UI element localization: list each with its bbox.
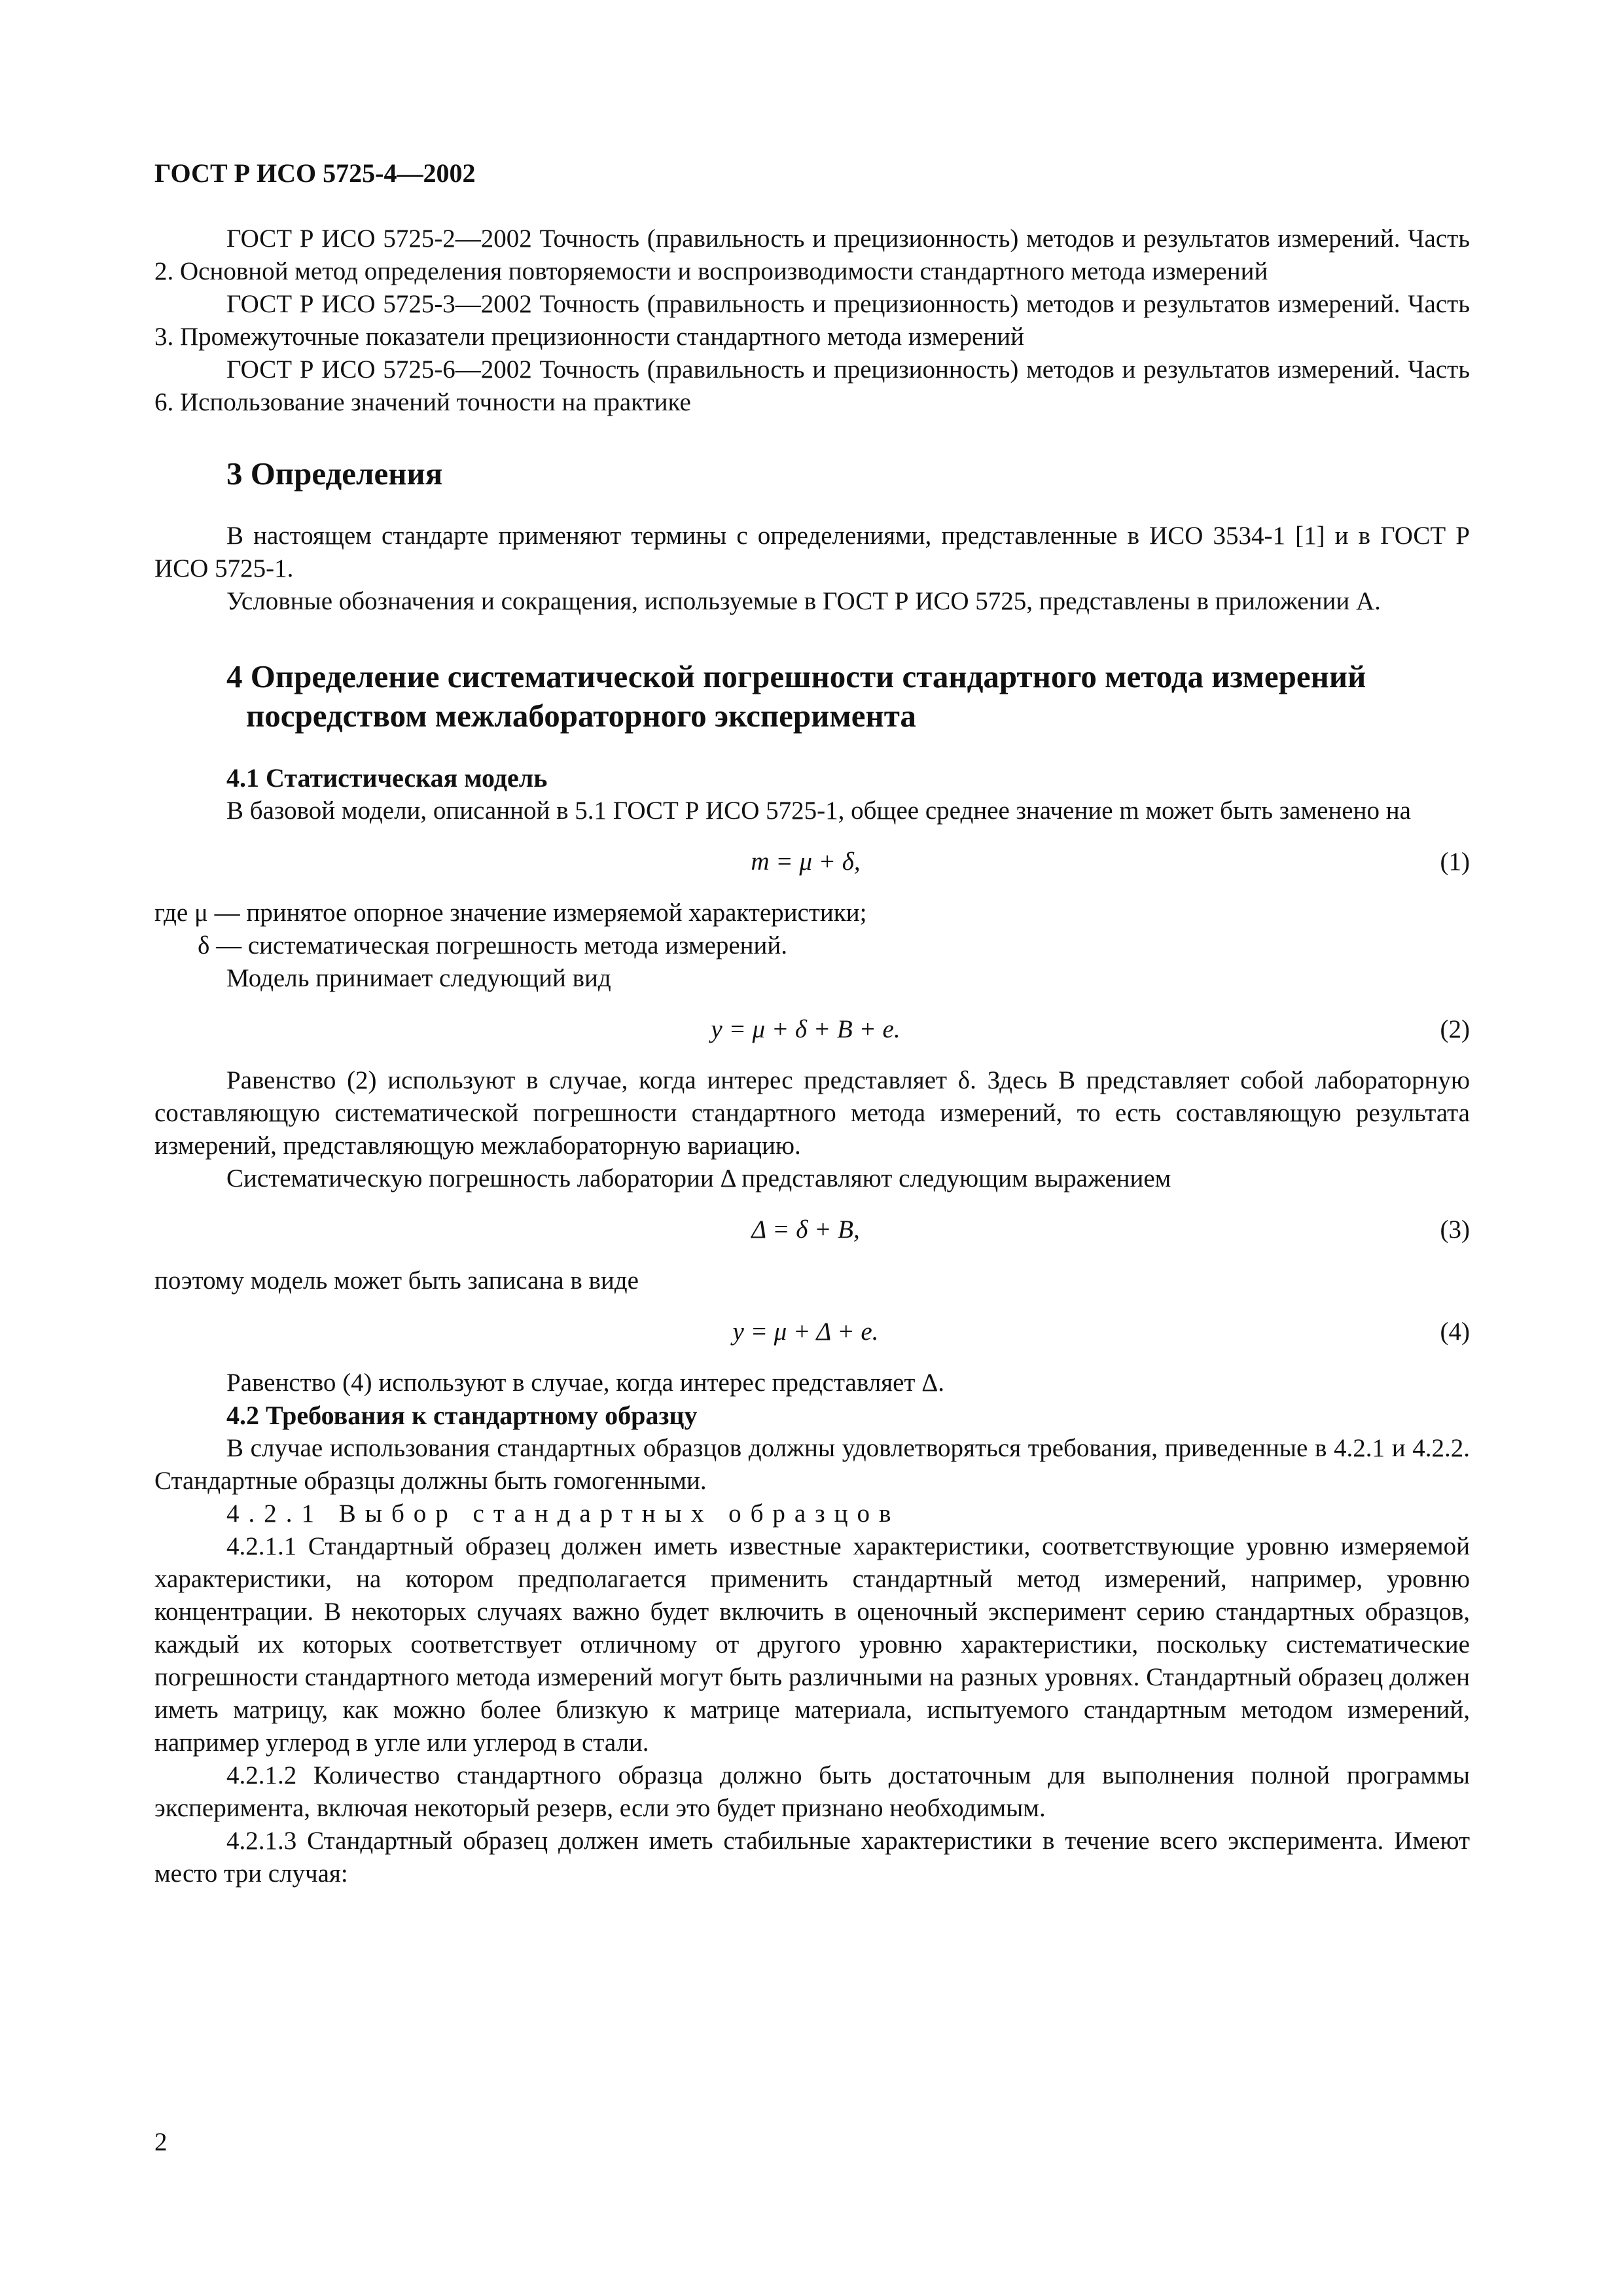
paragraph: 4.2.1.1 Стандартный образец должен иметь известные характеристики, соответствующие уровню измеряемой характеристики, на котором предполагается применить стандартный метод измерений, например, уровню концентрации. В некоторых случаях важно будет включить в оценочный эксперимент серию стандартных образцов, каждый их которых соответствует отличному от другого уровню характеристики, поскольку систематические погрешности стандартного метода измерений могут быть различными на разных уровнях. Стандартный образец должен иметь матрицу, как можно более близкую к матрице материала, испытуемого стандартным методом измерений, например углерод в угле или углерод в стали.: [154, 1532, 1470, 1757]
document-header: ГОСТ Р ИСО 5725-4—2002: [154, 158, 476, 188]
equation-1: [154, 846, 1470, 878]
equation-number: (1): [1440, 848, 1470, 876]
reference-item: ГОСТ Р ИСО 5725-6—2002 Точность (правильность и прецизионность) методов и результатов измерений. Часть 6. Использование значений точности на практике: [154, 355, 1470, 416]
where-line: где μ — принятое опорное значение измеряемой характеристики;: [154, 899, 867, 927]
paragraph: Условные обозначения и сокращения, используемые в ГОСТ Р ИСО 5725, представлены в приложении А.: [226, 587, 1381, 615]
section-3-title: 3 Определения: [226, 456, 443, 492]
equation-formula: y = μ + Δ + e.: [732, 1318, 879, 1346]
paragraph: В базовой модели, описанной в 5.1 ГОСТ Р ИСО 5725-1, общее среднее значение m может быть заменено на: [226, 797, 1411, 825]
paragraph: 4.2.1.2 Количество стандартного образца должно быть достаточным для выполнения полной программы эксперимента, включая некоторый резерв, если это будет признано необходимым.: [154, 1761, 1470, 1822]
equation-number: (4): [1440, 1318, 1470, 1346]
subsection-4-1-title: 4.1 Статистическая модель: [226, 763, 548, 793]
reference-item: ГОСТ Р ИСО 5725-2—2002 Точность (правильность и прецизионность) методов и результатов измерений. Часть 2. Основной метод определения повторяемости и воспроизводимости стандартного метода измерений: [154, 224, 1470, 285]
document-page: [154, 157, 1470, 1890]
subsection-4-2-1-title: 4.2.1 Выбор стандартных образцов: [226, 1499, 901, 1528]
equation-number: (2): [1440, 1015, 1470, 1043]
equation-formula: m = μ + δ,: [751, 848, 861, 876]
equation-2: [154, 1013, 1470, 1046]
equation-formula: y = μ + δ + B + e.: [711, 1015, 901, 1043]
equation-4: [154, 1316, 1470, 1348]
page-number: 2: [154, 2128, 168, 2156]
paragraph: поэтому модель может быть записана в виде: [154, 1266, 639, 1295]
equation-formula: Δ = δ + B,: [751, 1215, 860, 1244]
section-4-title-line2: посредством межлабораторного эксперимента: [246, 698, 916, 734]
paragraph: В случае использования стандартных образцов должны удовлетворяться требования, приведенные в 4.2.1 и 4.2.2. Стандартные образцы должны быть гомогенными.: [154, 1434, 1470, 1495]
paragraph: В настоящем стандарте применяют термины с определениями, представленные в ИСО 3534-1 [1] и в ГОСТ Р ИСО 5725-1.: [154, 522, 1470, 583]
section-4-title: [226, 657, 1470, 736]
reference-item: ГОСТ Р ИСО 5725-3—2002 Точность (правильность и прецизионность) методов и результатов измерений. Часть 3. Промежуточные показатели прецизионности стандартного метода измерений: [154, 290, 1470, 351]
equation-number: (3): [1440, 1215, 1470, 1244]
paragraph: Систематическую погрешность лаборатории Δ представляют следующим выражением: [226, 1164, 1171, 1193]
paragraph: 4.2.1.3 Стандартный образец должен иметь стабильные характеристики в течение всего эксперимента. Имеют место три случая:: [154, 1827, 1470, 1888]
paragraph: Равенство (2) используют в случае, когда интерес представляет δ. Здесь B представляет собой лабораторную составляющую систематической погрешности стандартного метода измерений, то есть составляющую результата измерений, представляющую межлабораторную вариацию.: [154, 1066, 1470, 1160]
paragraph: Модель принимает следующий вид: [226, 964, 611, 992]
section-4-title-line1: 4 Определение систематической погрешности стандартного метода измерений: [226, 658, 1366, 694]
subsection-4-2-title: 4.2 Требования к стандартному образцу: [226, 1401, 698, 1430]
equation-3: [154, 1213, 1470, 1246]
where-line: δ — систематическая погрешность метода измерений.: [198, 931, 788, 960]
paragraph: Равенство (4) используют в случае, когда интерес представляет Δ.: [226, 1369, 945, 1397]
